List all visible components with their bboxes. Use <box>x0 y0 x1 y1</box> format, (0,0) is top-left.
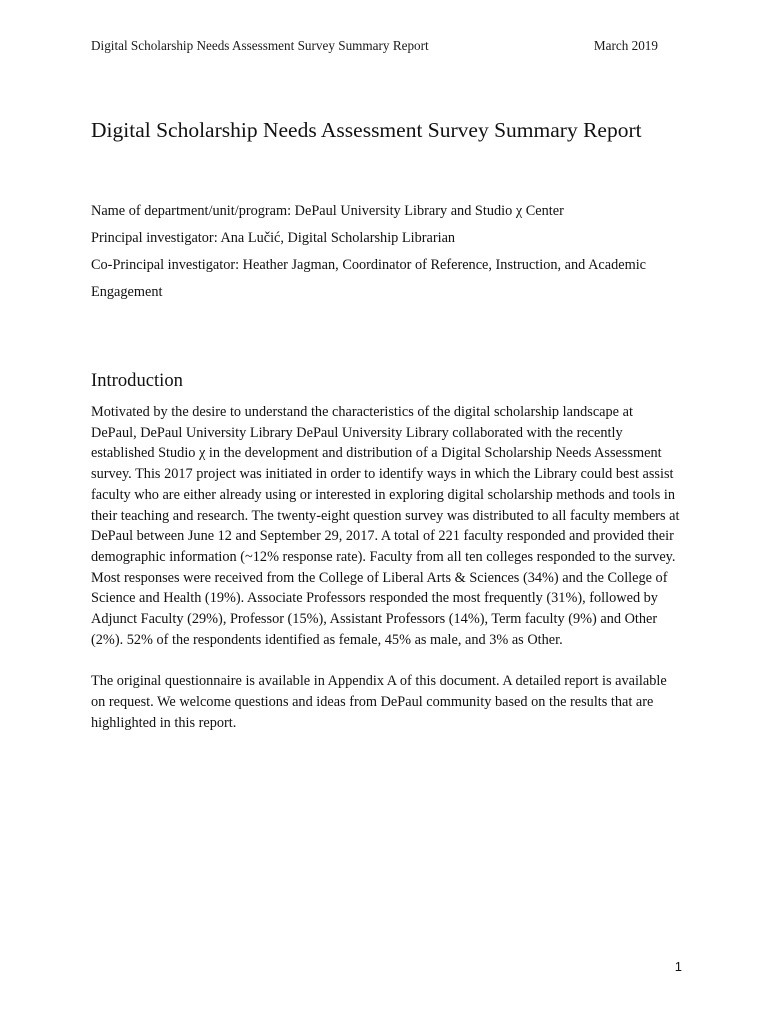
page-number: 1 <box>674 959 682 974</box>
project-info <box>91 198 691 306</box>
document-title: Digital Scholarship Needs Assessment Survey Summary Report <box>91 118 642 142</box>
introduction-body <box>91 402 681 754</box>
running-header-date: March 2019 <box>593 38 658 53</box>
running-header-title: Digital Scholarship Needs Assessment Survey Summary Report <box>91 38 429 53</box>
department-line: Name of department/unit/program: DePaul University Library and Studio χ Center <box>91 203 564 219</box>
introduction-paragraph: Motivated by the desire to understand the characteristics of the digital scholarship landscape at DePaul, DePaul University Library DePaul University Library collaborated with the recently established Studio χ in the development and distribution of a Digital Scholarship Needs Assessment survey. This 2017 project was initiated in order to identify ways in which the Library could best assist faculty who are either already using or interested in exploring digital scholarship methods and tools in their teaching and research. The twenty-eight question survey was distributed to all faculty members at DePaul between June 12 and September 29, 2017. A total of 221 faculty responded and provided their demographic information (~12% response rate). Faculty from all ten colleges responded to the survey. Most responses were received from the College of Liberal Arts & Sciences (34%) and the College of Science and Health (19%). Associate Professors responded the most frequently (31%), followed by Adjunct Faculty (29%), Professor (15%), Assistant Professors (14%), Term faculty (9%) and Other (2%). 52% of the respondents identified as female, 45% as male, and 3% as Other. <box>91 404 680 648</box>
introduction-heading: Introduction <box>91 370 183 391</box>
introduction-paragraph: The original questionnaire is available in Appendix A of this document. A detailed report is available on request. We welcome questions and ideas from DePaul community based on the results that are highlighted in this report. <box>91 673 667 731</box>
principal-investigator-line: Principal investigator: Ana Lučić, Digital Scholarship Librarian <box>91 230 456 246</box>
co-principal-investigator-line: Co-Principal investigator: Heather Jagman, Coordinator of Reference, Instruction, and Academic Engagement <box>91 257 647 300</box>
